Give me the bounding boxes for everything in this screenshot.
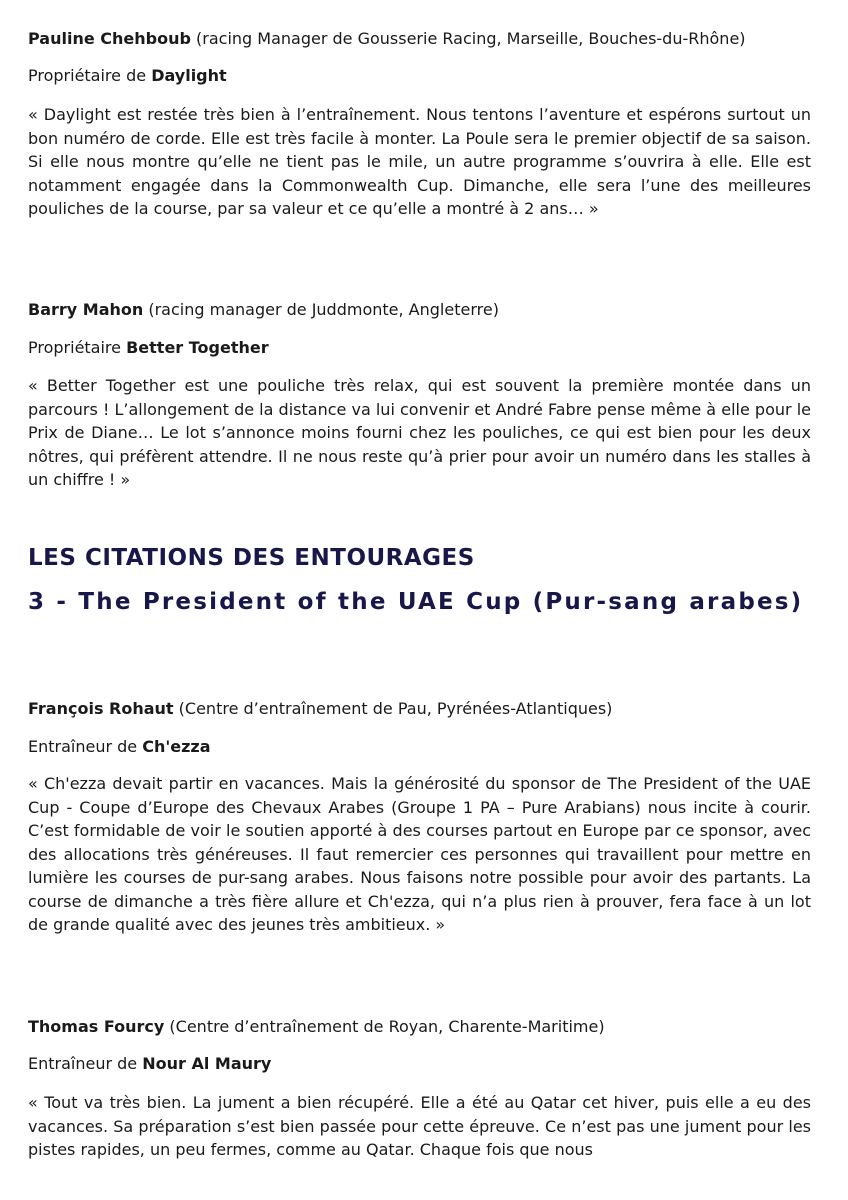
person-affiliation: (racing Manager de Gousserie Racing, Marseille, Bouches-du-Rhône) bbox=[196, 29, 746, 48]
role-prefix: Entraîneur de bbox=[28, 737, 138, 756]
entry-quote: « Tout va très bien. La jument a bien récupéré. Elle a été au Qatar cet hiver, puis elle a eu des vacances. Sa préparation s’est bien passée pour cette épreuve. Ce n’est pas une jument pour les pistes rapides, un peu fermes, comme au Qatar. Chaque fois que nous bbox=[28, 1093, 811, 1159]
section-subtitle: 3 - The President of the UAE Cup (Pur-sang arabes) bbox=[28, 589, 804, 615]
person-name: François Rohaut bbox=[28, 699, 174, 718]
role-prefix: Entraîneur de bbox=[28, 1054, 138, 1073]
entry-person-line bbox=[28, 298, 499, 322]
entry-role-line bbox=[28, 735, 211, 759]
entry-person-line bbox=[28, 697, 612, 721]
person-name: Barry Mahon bbox=[28, 300, 144, 319]
entry-person-line bbox=[28, 27, 746, 51]
person-affiliation: (Centre d’entraînement de Royan, Charente-Maritime) bbox=[169, 1017, 605, 1036]
horse-name: Ch'ezza bbox=[142, 737, 211, 756]
horse-name: Nour Al Maury bbox=[142, 1054, 272, 1073]
person-affiliation: (racing manager de Juddmonte, Angleterre) bbox=[148, 300, 499, 319]
person-name: Pauline Chehboub bbox=[28, 29, 191, 48]
entry-role-line bbox=[28, 1052, 271, 1076]
person-name: Thomas Fourcy bbox=[28, 1017, 165, 1036]
horse-name: Daylight bbox=[151, 66, 227, 85]
person-affiliation: (Centre d’entraînement de Pau, Pyrénées-Atlantiques) bbox=[178, 699, 613, 718]
entry-person-line bbox=[28, 1015, 605, 1039]
entry-quote: « Better Together est une pouliche très relax, qui est souvent la première montée dans un parcours ! L’allongement de la distance va lui convenir et André Fabre pense même à elle pour le Prix de Diane… Le lot s’annonce moins fourni chez les pouliches, ce qui est bien pour les deux nôtres, qui préfèrent attendre. Il ne nous reste qu’à prier pour avoir un numéro dans les stalles à un chiffre ! » bbox=[28, 376, 811, 489]
role-prefix: Propriétaire bbox=[28, 338, 121, 357]
role-prefix: Propriétaire de bbox=[28, 66, 147, 85]
section-title: LES CITATIONS DES ENTOURAGES bbox=[28, 545, 475, 571]
entry-quote: « Ch'ezza devait partir en vacances. Mais la générosité du sponsor de The President of the UAE Cup - Coupe d’Europe des Chevaux Arabes (Groupe 1 PA – Pure Arabians) nous incite à courir. C’est formidable de voir le soutien apporté à des courses partout en Europe par ce sponsor, avec des allocations très généreuses. Il faut remercier ces personnes qui travaillent pour mettre en lumière les courses de pur-sang arabes. Nous faisons notre possible pour avoir des partants. La course de dimanche a très fière allure et Ch'ezza, qui n’a plus rien à prouver, fera face à un lot de grande qualité avec des jeunes très ambitieux. » bbox=[28, 774, 811, 934]
entry-quote: « Daylight est restée très bien à l’entraînement. Nous tentons l’aventure et espérons surtout un bon numéro de corde. Elle est très facile à monter. La Poule sera le premier objectif de sa saison. Si elle nous montre qu’elle ne tient pas le mile, un autre programme s’ouvrira à elle. Elle est notamment engagée dans la Commonwealth Cup. Dimanche, elle sera l’une des meilleures pouliches de la course, par sa valeur et ce qu’elle a montré à 2 ans… » bbox=[28, 105, 811, 218]
horse-name: Better Together bbox=[126, 338, 269, 357]
entry-role-line bbox=[28, 336, 269, 360]
entry-role-line bbox=[28, 64, 227, 88]
